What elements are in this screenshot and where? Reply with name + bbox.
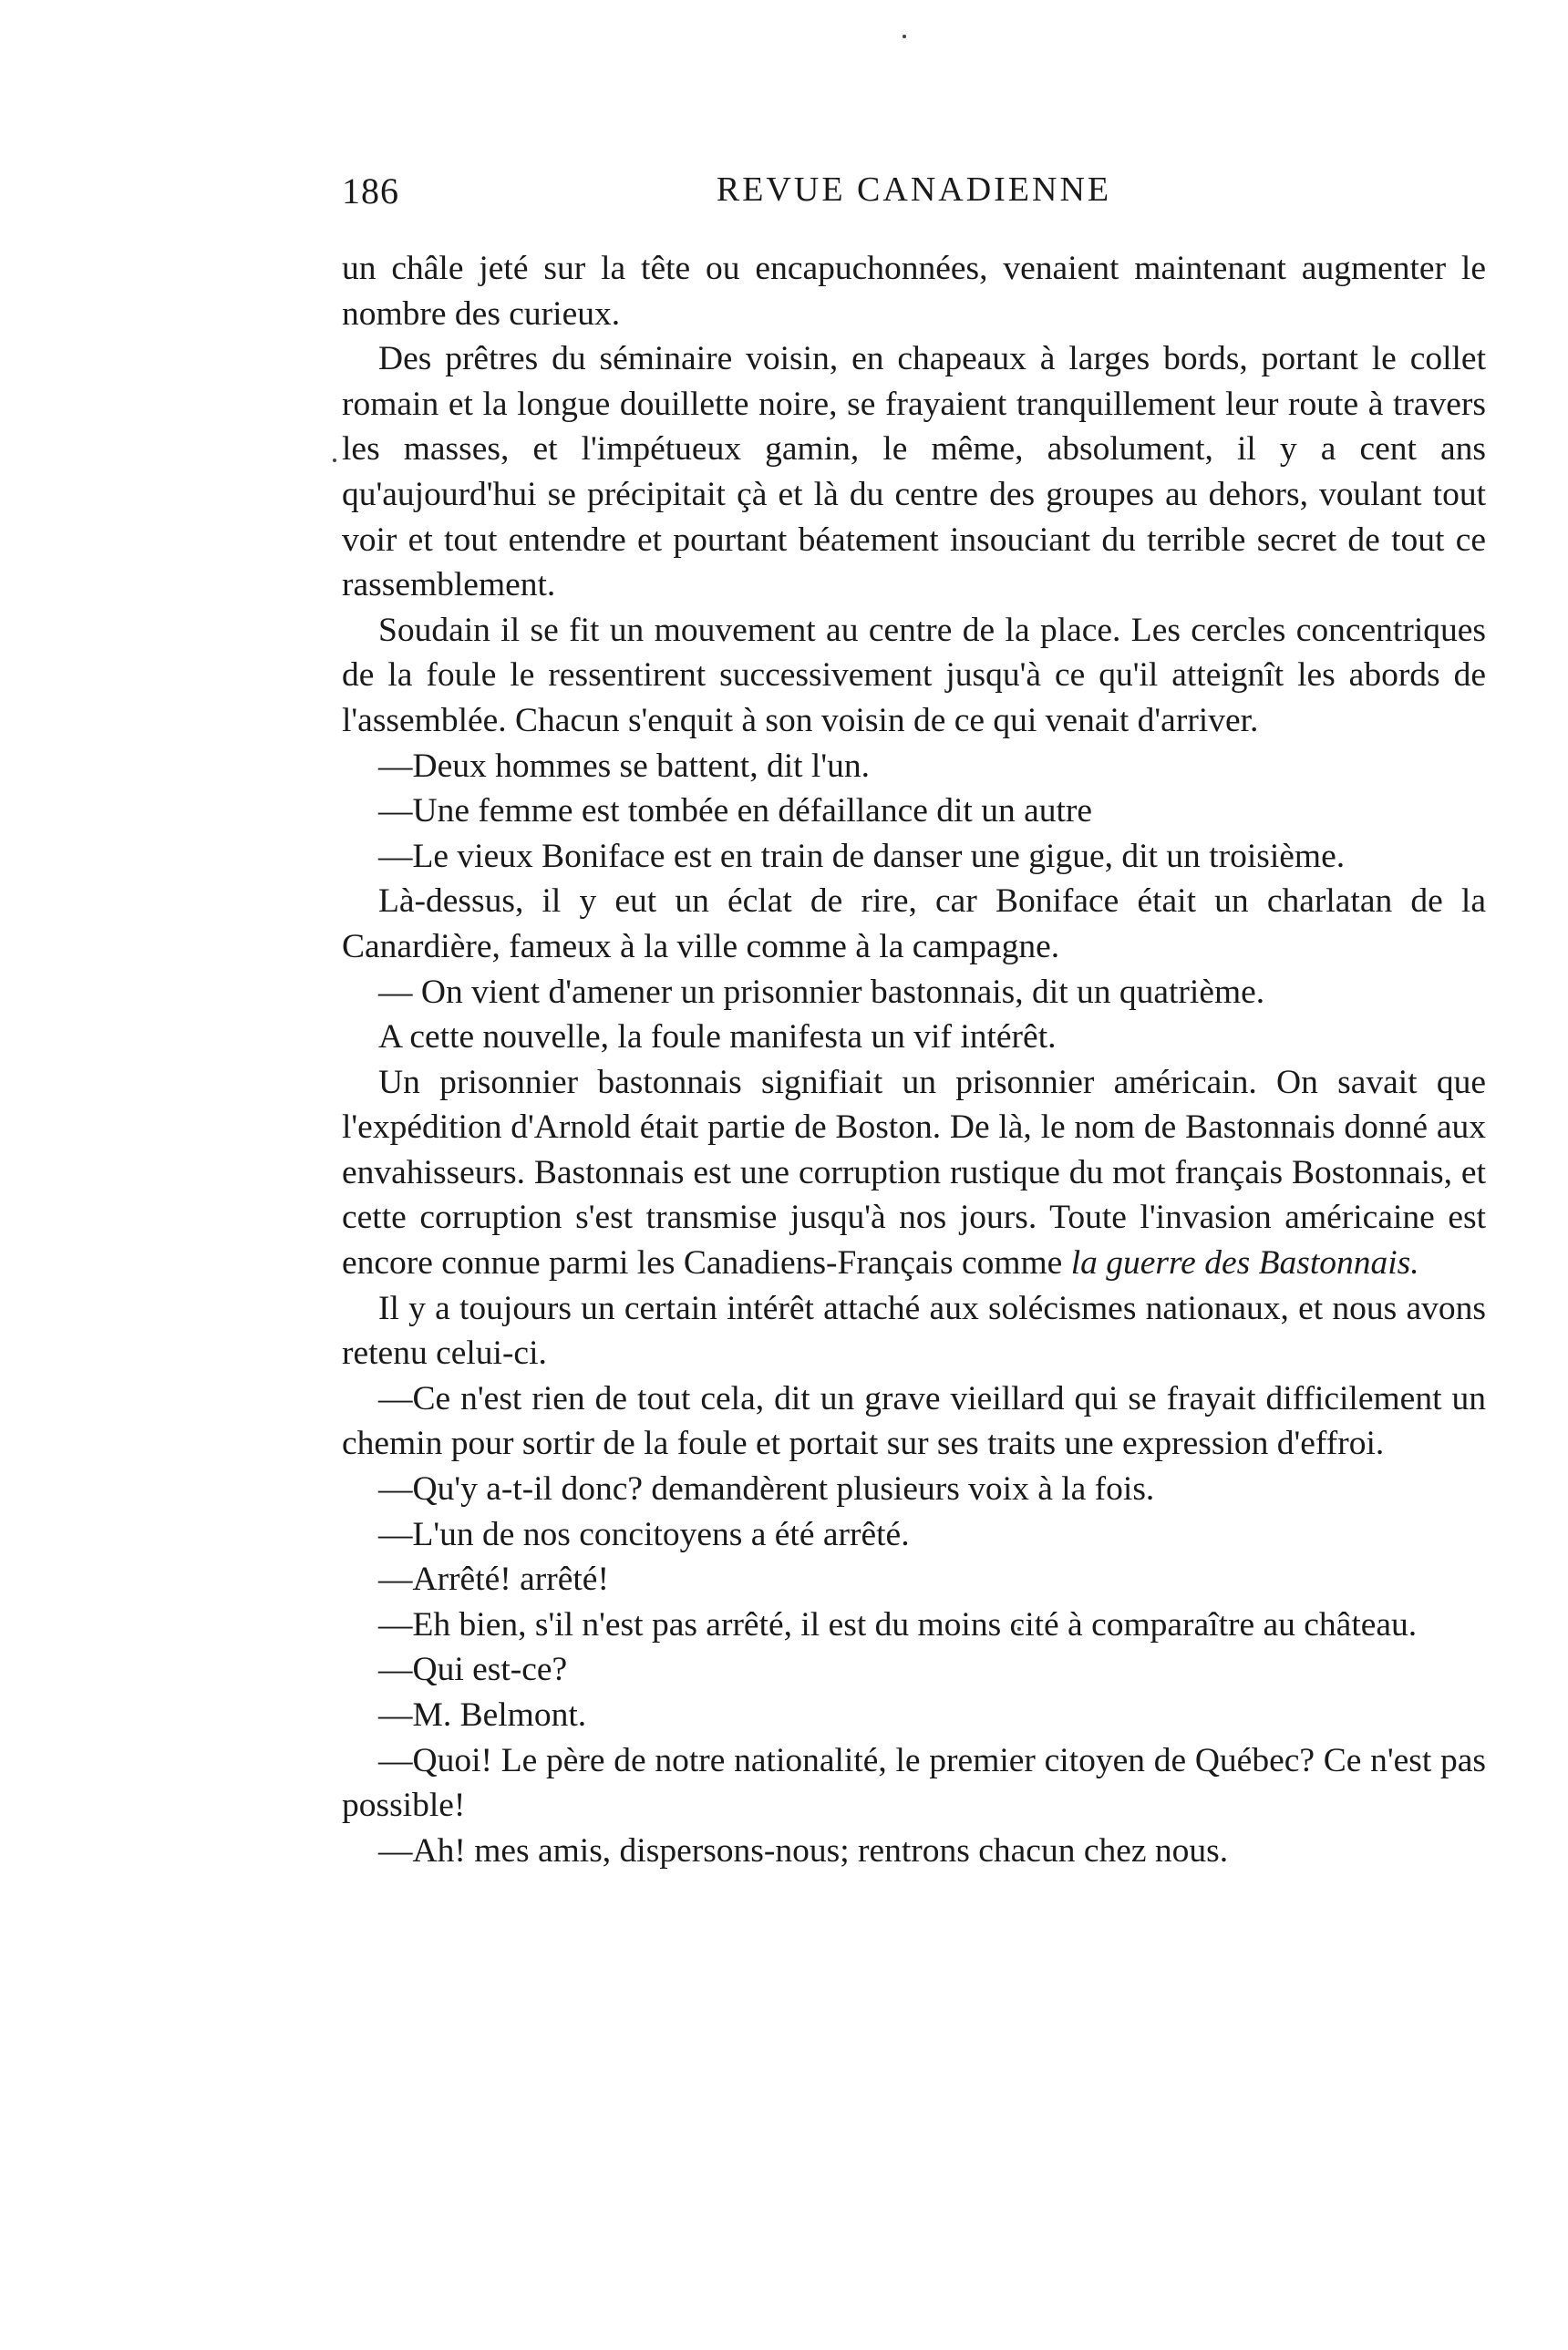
dialogue-line: —Qu'y a-t-il donc? demandèrent plusieurs voix à la fois. (378, 1470, 1155, 1509)
paragraph-continued: un châle jeté sur la tête ou encapuchonnées, venaient maintenant augmenter le nombre des curieux. (342, 250, 1486, 333)
paragraph: Là-dessus, il y eut un éclat de rire, car Boniface était un charlatan de la Canardière, fameux à la ville comme à la campagne. (342, 882, 1486, 965)
running-head (342, 170, 1486, 224)
dialogue-line: — On vient d'amener un prisonnier bastonnais, dit un quatrième. (378, 973, 1265, 1011)
stray-ink-mark (333, 459, 336, 462)
paragraph: A cette nouvelle, la foule manifesta un vif intérêt. (378, 1018, 1057, 1056)
paragraph-with-italic (342, 1060, 1486, 1286)
paragraph: Des prêtres du séminaire voisin, en chapeaux à larges bords, portant le collet romain et la longue douillette noire, se frayaient tranquillement leur route à travers les masses, et l'impétueux gamin, le même, absolument, il y a cent ans qu'aujourd'hui se précipitait çà et là du centre des groupes au dehors, voulant tout voir et tout entendre et pourtant béatement insouciant du terrible secret de tout ce rassemblement. (342, 340, 1486, 604)
page-number: 186 (342, 170, 399, 211)
dialogue-line: —Une femme est tombée en défaillance dit un autre (378, 792, 1093, 830)
dialogue-line: —Ce n'est rien de tout cela, dit un grave vieillard qui se frayait difficilement un chemin pour sortir de la foule et portait sur ses traits une expression d'effroi. (342, 1379, 1486, 1463)
dialogue-line: —Deux hommes se battent, dit l'un. (378, 747, 870, 785)
dialogue-line: —M. Belmont. (378, 1696, 587, 1734)
stray-ink-mark (903, 35, 906, 38)
paragraph: Soudain il se fit un mouvement au centre de la place. Les cercles concentriques de la foule le ressentirent successivement jusqu'à ce qu'il atteignît les abords de l'assemblée. Chacun s'enquit à son voisin de ce qui venait d'arriver. (342, 611, 1486, 739)
dialogue-line: —Ah! mes amis, dispersons-nous; rentrons chacun chez nous. (378, 1831, 1229, 1870)
dialogue-line: —Le vieux Boniface est en train de danser une gigue, dit un troisième. (378, 837, 1346, 875)
journal-title: REVUE CANADIENNE (716, 170, 1112, 209)
dialogue-line: —L'un de nos concitoyens a été arrêté. (378, 1515, 910, 1553)
paragraph-text: Un prisonnier bastonnais signifiait un prisonnier américain. On savait que l'expédition d'Arnold était partie de Boston. De là, le nom de Bastonnais donné aux envahisseurs. Bastonnais est une corruption rustique du mot français Bostonnais, et cette corruption s'est transmise jusqu'à nos jours. Toute l'invasion américaine est encore connue parmi les Canadiens-Français comme (342, 1063, 1486, 1283)
dialogue-line: —Qui est-ce? (378, 1651, 568, 1689)
dialogue-line: —Eh bien, s'il n'est pas arrêté, il est du moins cité à comparaître au château. (378, 1605, 1418, 1644)
italic-phrase: la guerre des Bastonnais. (1070, 1244, 1419, 1283)
body-text (342, 246, 1486, 1873)
paragraph: Il y a toujours un certain intérêt attaché aux solécismes nationaux, et nous avons retenu celui-ci. (342, 1289, 1486, 1373)
dialogue-line: —Arrêté! arrêté! (378, 1561, 609, 1599)
dialogue-line: —Quoi! Le père de notre nationalité, le premier citoyen de Québec? Ce n'est pas possible! (342, 1741, 1486, 1825)
